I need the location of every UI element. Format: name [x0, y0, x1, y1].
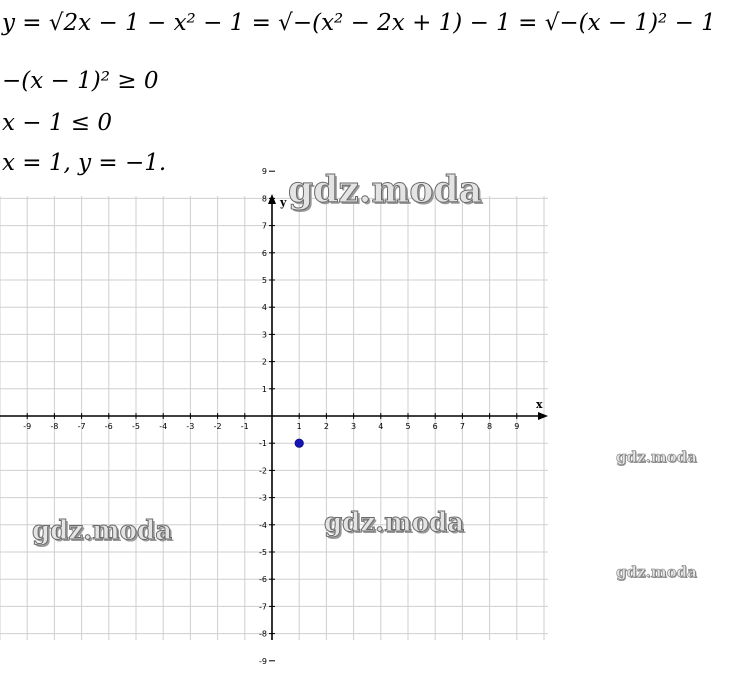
- y-tick-label: -4: [259, 520, 267, 530]
- x-tick-label: 2: [323, 422, 329, 431]
- x-tick-label: 8: [487, 422, 493, 431]
- watermark-right-lower: gdz.moda: [616, 563, 697, 581]
- y-tick-label: 7: [261, 221, 267, 231]
- x-tick-label: -8: [50, 422, 59, 431]
- watermark-top: gdz.moda: [288, 169, 482, 211]
- y-tick-label: 5: [261, 276, 267, 285]
- y-axis-label: y: [280, 196, 287, 209]
- y-tick-label: -1: [259, 439, 267, 449]
- x-tick-label: -1: [240, 422, 249, 431]
- equation-line-4: x = 1, y = −1.: [2, 150, 167, 176]
- y-tick-label: 2: [261, 357, 267, 367]
- y-tick-label: 6: [261, 248, 267, 258]
- x-tick-label: 5: [405, 422, 411, 431]
- x-tick-label: -7: [77, 422, 86, 431]
- x-tick-label: 3: [351, 422, 357, 431]
- y-tick-label: -5: [259, 548, 267, 557]
- x-axis-arrow: [538, 412, 548, 420]
- x-tick-label: -6: [104, 422, 113, 431]
- y-tick-label: 9: [261, 167, 267, 177]
- x-tick-label: -4: [159, 422, 168, 431]
- x-tick-label: -2: [213, 422, 222, 431]
- x-tick-label: 9: [514, 422, 520, 431]
- y-tick-label: 1: [261, 384, 267, 394]
- x-axis-label: x: [536, 398, 543, 411]
- y-tick-label: -7: [259, 602, 267, 612]
- x-tick-label: -5: [132, 422, 140, 431]
- y-tick-label: -3: [259, 493, 267, 503]
- x-tick-label: 6: [432, 422, 438, 431]
- y-tick-label: 3: [261, 330, 267, 340]
- y-tick-label: 8: [261, 194, 267, 204]
- equation-line-3: x − 1 ≤ 0: [2, 110, 113, 136]
- y-tick-label: -2: [259, 466, 267, 476]
- x-tick-label: -3: [186, 422, 195, 431]
- x-tick-label: -9: [23, 422, 32, 431]
- y-axis-arrow: [268, 194, 276, 204]
- x-tick-label: 4: [378, 422, 384, 431]
- x-tick-label: 7: [459, 422, 465, 431]
- y-tick-label: -9: [259, 656, 267, 666]
- watermark-middle: gdz.moda: [324, 508, 465, 538]
- watermark-left: gdz.moda: [32, 516, 173, 546]
- y-tick-label: -8: [259, 629, 267, 639]
- solution-point: [295, 439, 303, 447]
- y-tick-label: -6: [259, 575, 267, 585]
- x-tick-label: 1: [296, 422, 302, 431]
- equation-line-1: y = √2x − 1 − x² − 1 = √−(x² − 2x + 1) − 1 = √−(x − 1)² − 1: [2, 10, 716, 36]
- y-tick-label: 4: [261, 303, 267, 313]
- watermark-right-upper: gdz.moda: [616, 448, 697, 466]
- equation-line-2: −(x − 1)² ≥ 0: [2, 68, 159, 94]
